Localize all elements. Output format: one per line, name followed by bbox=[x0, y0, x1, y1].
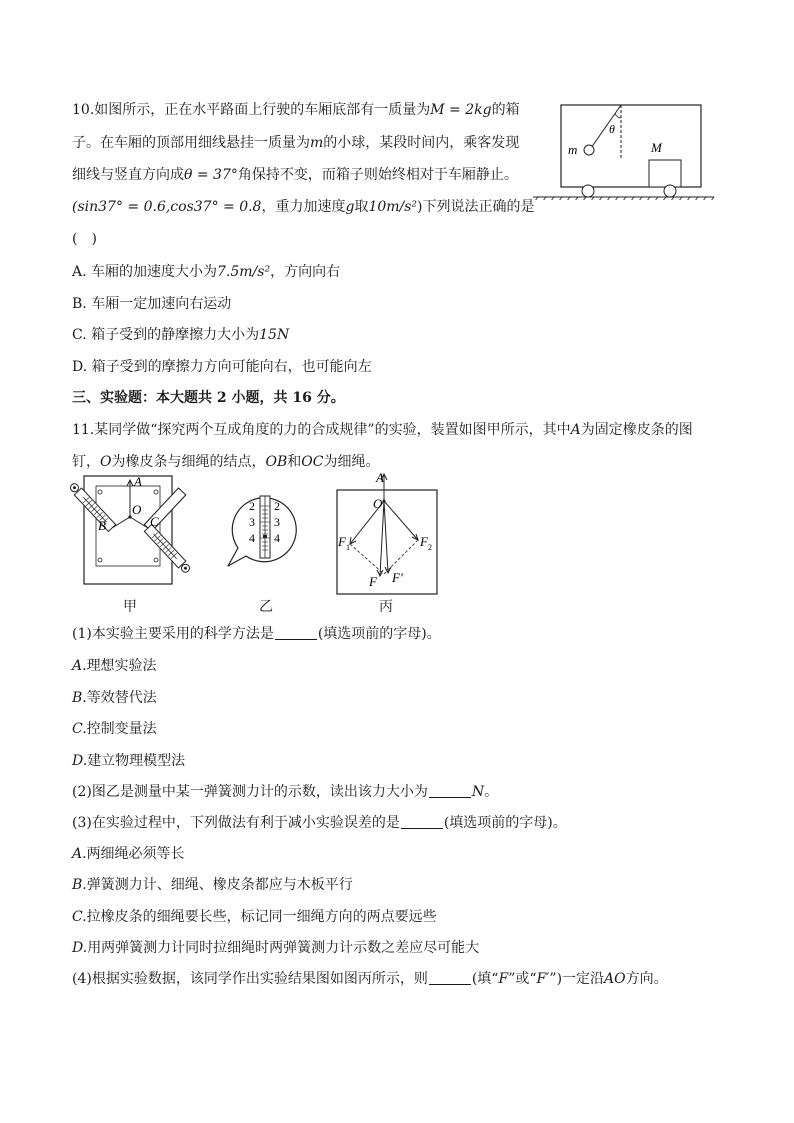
carriage-diagram bbox=[528, 100, 718, 200]
caption-jia: 甲 bbox=[123, 599, 137, 615]
q11-p3-option-b: B.弹簧测力计、细绳、橡皮条都应与木板平行 bbox=[72, 877, 353, 893]
figure-bing bbox=[334, 470, 444, 596]
yi-tick-left-4: 4 bbox=[249, 531, 255, 545]
mass-M-expr: M = 2kg bbox=[430, 102, 492, 118]
jia-label-C: C bbox=[150, 514, 159, 529]
answer-blank-2[interactable] bbox=[429, 783, 471, 798]
q10-line-2: 子。在车厢的顶部用细线悬挂一质量为m的小球，某段时间内，乘客发现 bbox=[72, 135, 520, 151]
label-m: m bbox=[568, 142, 578, 157]
yi-tick-right-4: 4 bbox=[274, 531, 280, 545]
q11-p1-option-c: C.控制变量法 bbox=[72, 721, 157, 737]
yi-tick-right-3: 3 bbox=[274, 515, 280, 529]
pointer bbox=[263, 535, 267, 538]
yi-tick-right-2: 2 bbox=[274, 499, 280, 513]
q10-line-4: (sin37° = 0.6,cos37° = 0.8，重力加速度g取10m/s²)下列说法正确的是 bbox=[72, 199, 535, 215]
q11-line-2: 钉，O为橡皮条与细绳的结点，OB和OC为细绳。 bbox=[72, 454, 380, 470]
bing-label-F1: F bbox=[338, 534, 346, 549]
q11-p1-option-a: A.理想实验法 bbox=[72, 658, 157, 674]
figure-yi bbox=[222, 490, 302, 572]
spring-scale-left bbox=[70, 481, 116, 531]
q10-line-1: 10.如图所示，正在水平路面上行驶的车厢底部有一质量为M = 2kg的箱 bbox=[72, 102, 520, 118]
answer-blank-1[interactable] bbox=[275, 625, 317, 640]
label-theta: θ bbox=[609, 122, 615, 136]
yi-tick-left-2: 2 bbox=[249, 499, 255, 513]
q11-part-4: (4)根据实验数据，该同学作出实验结果图如图丙所示，则 (填“F”或“F′”)一定沿AO方向。 bbox=[72, 971, 668, 987]
bing-label-O: O bbox=[373, 496, 383, 511]
jia-label-B: B bbox=[98, 518, 106, 533]
q11-p1-option-d: D.建立物理模型法 bbox=[72, 753, 186, 769]
bing-label-F1-sub: 1 bbox=[346, 543, 350, 552]
jia-label-O: O bbox=[132, 502, 142, 517]
bing-label-F2: F bbox=[420, 534, 428, 549]
bing-label-F2-sub: 2 bbox=[428, 543, 432, 552]
bing-label-Fprime: F′ bbox=[392, 570, 403, 585]
q10-option-d: D. 箱子受到的摩擦力方向可能向右，也可能向左 bbox=[72, 359, 372, 375]
caption-bing: 丙 bbox=[379, 599, 393, 615]
label-M: M bbox=[651, 140, 662, 155]
q11-p3-option-c: C.拉橡皮条的细绳要长些，标记同一细绳方向的两点要远些 bbox=[72, 909, 437, 925]
q10-option-a: A. 车厢的加速度大小为7.5m/s²，方向向右 bbox=[72, 264, 341, 280]
q11-p3-option-a: A.两细绳必须等长 bbox=[72, 846, 185, 862]
q10-option-c: C. 箱子受到的静摩擦力大小为15N bbox=[72, 327, 290, 343]
answer-blank-4[interactable] bbox=[429, 970, 471, 985]
bing-label-F: F bbox=[369, 574, 377, 589]
jia-label-A: A bbox=[134, 474, 142, 489]
ball bbox=[584, 145, 594, 155]
q11-part-2: (2)图乙是测量中某一弹簧测力计的示数，读出该力大小为 N。 bbox=[72, 784, 499, 800]
q10-line-3: 细线与竖直方向成θ = 37°角保持不变，而箱子则始终相对于车厢静止。 bbox=[72, 167, 518, 183]
q11-p1-option-b: B.等效替代法 bbox=[72, 690, 157, 706]
q10-answer-paren: ( ) bbox=[72, 231, 97, 247]
caption-yi: 乙 bbox=[259, 599, 273, 615]
q11-line-1: 11.某同学做“探究两个互成角度的力的合成规律”的实验，装置如图甲所示，其中A为固定橡皮条的图 bbox=[72, 422, 693, 438]
bing-label-A: A bbox=[376, 470, 384, 485]
q11-part-3: (3)在实验过程中，下列做法有利于减小实验误差的是 (填选项前的字母)。 bbox=[72, 815, 567, 831]
section-heading: 三、实验题：本大题共 2 小题，共 16 分。 bbox=[72, 390, 345, 406]
answer-blank-3[interactable] bbox=[401, 814, 443, 829]
q11-p3-option-d: D.用两弹簧测力计同时拉细绳时两弹簧测力计示数之差应尽可能大 bbox=[72, 940, 480, 956]
q11-part-1: (1)本实验主要采用的科学方法是 (填选项前的字母)。 bbox=[72, 626, 441, 642]
box-M bbox=[649, 160, 681, 187]
q10-option-b: B. 车厢一定加速向右运动 bbox=[72, 296, 232, 312]
figure-jia bbox=[70, 472, 198, 592]
yi-tick-left-3: 3 bbox=[249, 515, 255, 529]
